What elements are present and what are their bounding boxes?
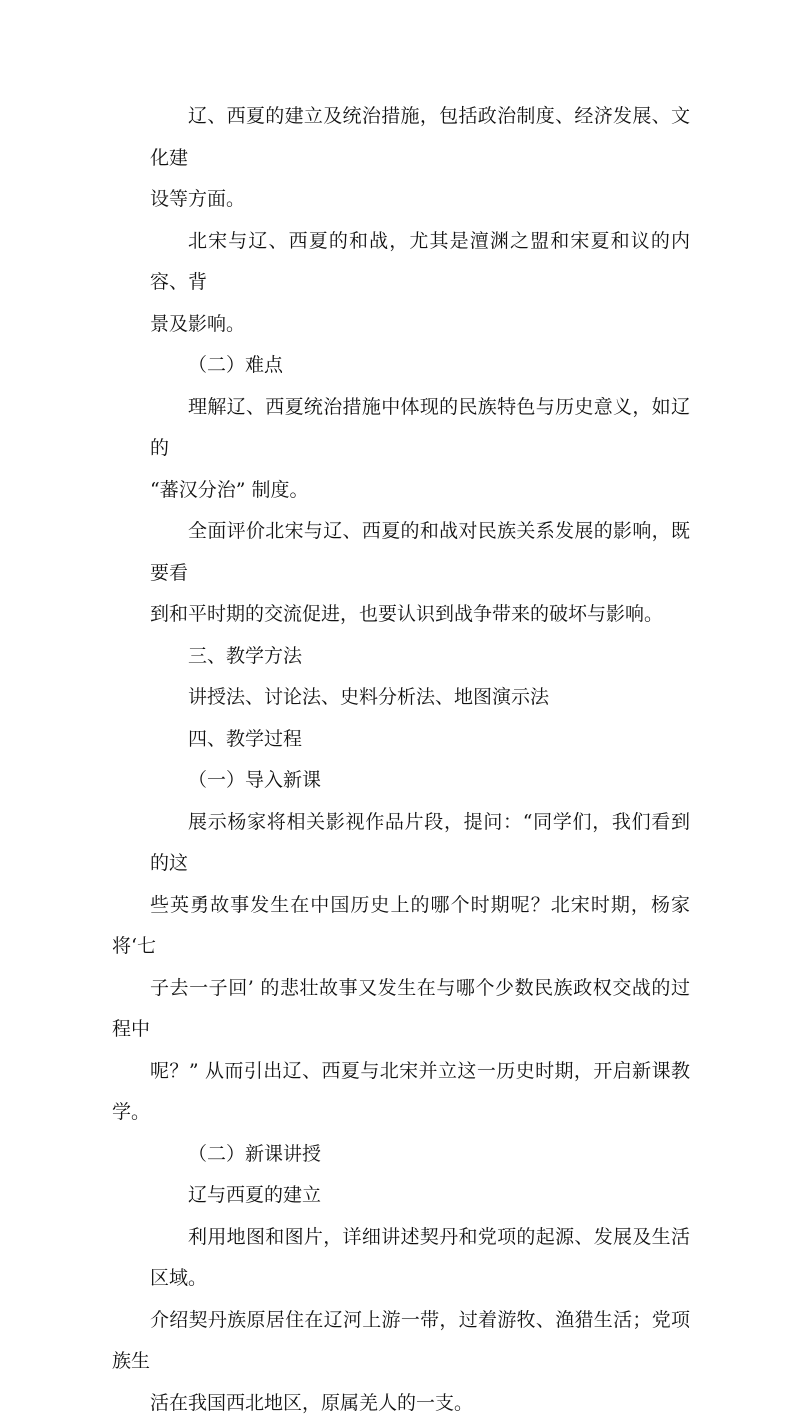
text-line: 利用地图和图片，详细讲述契丹和党项的起源、发展及生活区域。 [112, 1217, 690, 1300]
para-key-point-3 [112, 221, 690, 346]
heading-difficulties [112, 345, 690, 387]
heading-new-lesson [112, 1134, 690, 1176]
section-heading: 三、教学方法 [112, 636, 690, 678]
text-line: 设等方面。 [112, 179, 690, 221]
para-key-point-2 [112, 96, 690, 221]
text-line: 全面评价北宋与辽、西夏的和战对民族关系发展的影响，既要看 [112, 511, 690, 594]
section-heading: （一）导入新课 [112, 760, 690, 802]
text-line: 到和平时期的交流促进，也要认识到战争带来的破坏与影响。 [112, 594, 690, 636]
section-heading: （二）新课讲授 [112, 1134, 690, 1176]
text-line: 讲授法、讨论法、史料分析法、地图演示法 [112, 677, 690, 719]
text-line: “蕃汉分治” 制度。 [112, 470, 690, 512]
text-line: 北宋与辽、西夏的和战，尤其是澶渊之盟和宋夏和议的内容、背 [112, 221, 690, 304]
document-body [112, 96, 690, 1424]
para-introduction [112, 802, 690, 1134]
text-line: 活在我国西北地区，原属羌人的一支。 [112, 1383, 690, 1424]
heading-introduction [112, 760, 690, 802]
text-line: 介绍契丹族原居住在辽河上游一带，过着游牧、渔猎生活；党项族生 [112, 1300, 690, 1383]
text-line: 子去一子回’ 的悲壮故事又发生在与哪个少数民族政权交战的过程中 [112, 968, 690, 1051]
para-difficulty-1 [112, 387, 690, 512]
text-line: 景及影响。 [112, 304, 690, 346]
heading-liao-xixia-founding [112, 1175, 690, 1217]
text-line: 辽、西夏的建立及统治措施，包括政治制度、经济发展、文化建 [112, 96, 690, 179]
text-line: 展示杨家将相关影视作品片段，提问：“同学们，我们看到的这 [112, 802, 690, 885]
text-line: 呢？” 从而引出辽、西夏与北宋并立这一历史时期，开启新课教学。 [112, 1051, 690, 1134]
section-heading: 四、教学过程 [112, 719, 690, 761]
para-khitan-tangut [112, 1217, 690, 1424]
section-heading: （二）难点 [112, 345, 690, 387]
heading-teaching-methods [112, 636, 690, 678]
para-teaching-methods [112, 677, 690, 719]
section-heading: 辽与西夏的建立 [112, 1175, 690, 1217]
para-difficulty-2 [112, 511, 690, 636]
text-line: 些英勇故事发生在中国历史上的哪个时期呢？北宋时期，杨家将‘七 [112, 885, 690, 968]
text-line: 理解辽、西夏统治措施中体现的民族特色与历史意义，如辽的 [112, 387, 690, 470]
heading-teaching-process [112, 719, 690, 761]
